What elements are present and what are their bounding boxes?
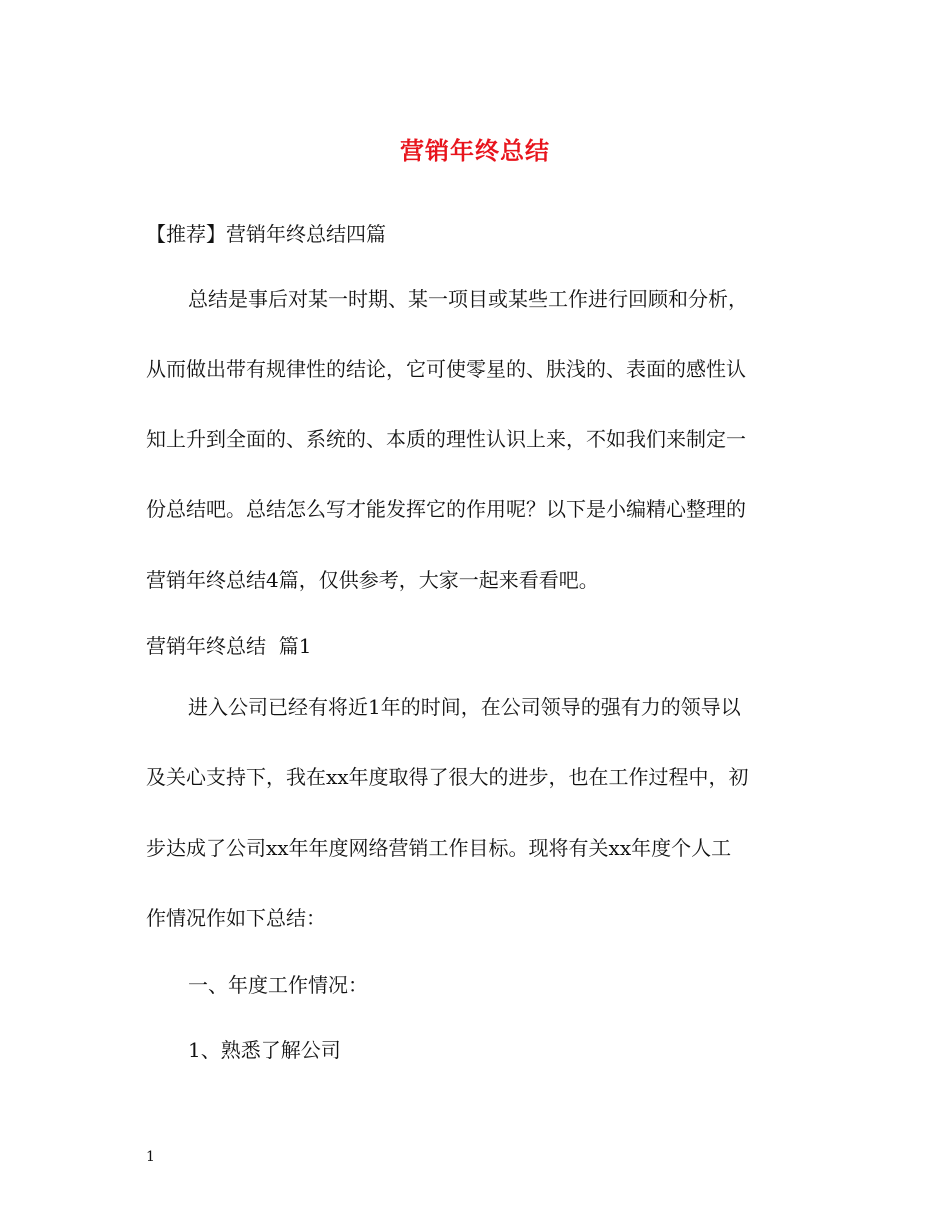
body-line-2: 及关心支持下，我在xx年度取得了很大的进步，也在工作过程中，初 [146, 765, 749, 789]
intro-line-5: 营销年终总结4篇，仅供参考，大家一起来看看吧。 [146, 568, 599, 592]
document-subtitle: 【推荐】营销年终总结四篇 [146, 222, 386, 246]
intro-line-1: 总结是事后对某一时期、某一项目或某些工作进行回顾和分析， [188, 287, 748, 311]
intro-line-2: 从而做出带有规律性的结论，它可使零星的、肤浅的、表面的感性认 [146, 357, 746, 381]
sub-item: 1、熟悉了解公司 [188, 1038, 341, 1062]
page-number: 1 [146, 1149, 155, 1165]
document-title: 营销年终总结 [400, 136, 550, 165]
intro-line-4: 份总结吧。总结怎么写才能发挥它的作用呢？以下是小编精心整理的 [146, 497, 746, 521]
body-line-1: 进入公司已经有将近1年的时间，在公司领导的强有力的领导以 [188, 695, 741, 719]
intro-line-3: 知上升到全面的、系统的、本质的理性认识上来，不如我们来制定一 [146, 427, 746, 451]
body-line-3: 步达成了公司xx年年度网络营销工作目标。现将有关xx年度个人工 [146, 836, 732, 860]
section-heading: 营销年终总结 篇1 [146, 634, 312, 658]
item-heading: 一、年度工作情况： [188, 973, 368, 997]
body-line-4: 作情况作如下总结： [146, 906, 326, 930]
